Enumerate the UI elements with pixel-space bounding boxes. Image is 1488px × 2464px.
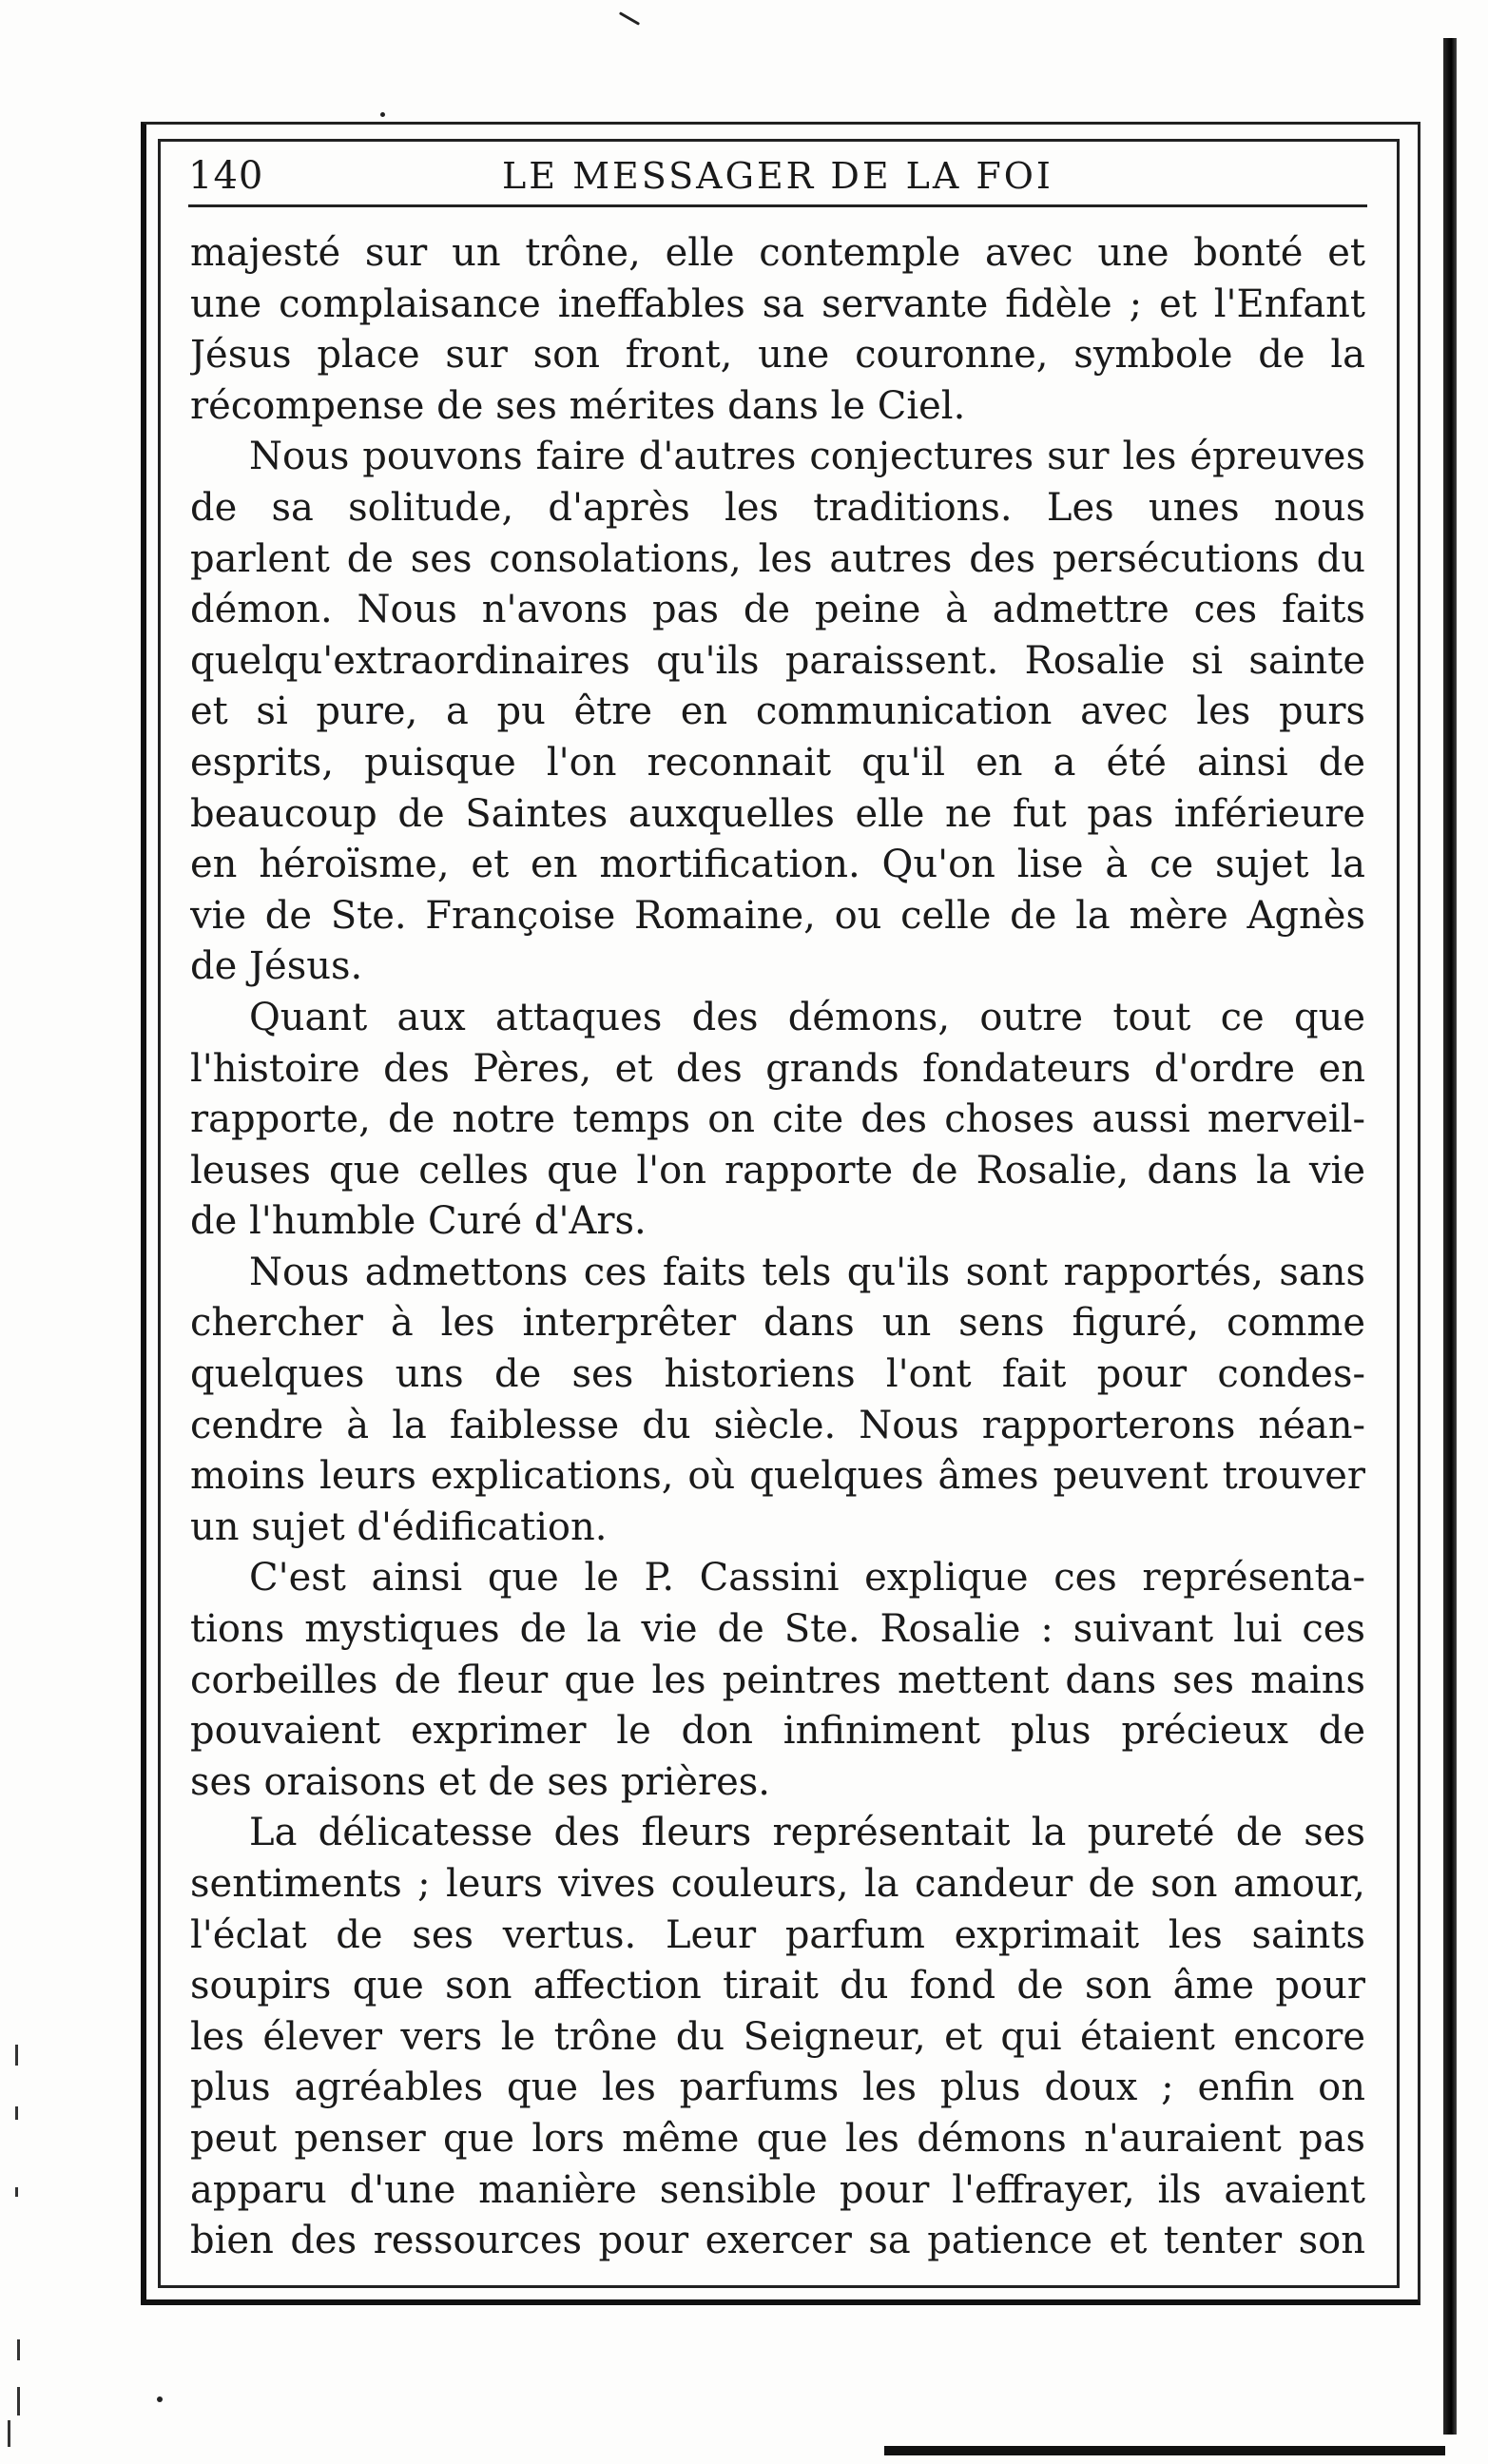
scan-mark bbox=[15, 2106, 18, 2120]
text-line: Jésus place sur son front, une couronne, symbole de la bbox=[190, 333, 1365, 378]
text-line: tions mystiques de la vie de Ste. Rosalie : suivant lui ces bbox=[190, 1607, 1365, 1652]
text-line: peut penser que lors même que les démons n'auraient pas bbox=[190, 2116, 1365, 2161]
scan-speck bbox=[157, 2396, 163, 2402]
text-line: pouvaient exprimer le don infiniment plus précieux de bbox=[190, 1709, 1365, 1754]
text-line: un sujet d'édification. bbox=[190, 1504, 608, 1549]
text-line: sentiments ; leurs vives couleurs, la candeur de son amour, bbox=[190, 1862, 1365, 1906]
scan-mark bbox=[15, 2187, 18, 2197]
text-line: chercher à les interprêter dans un sens figuré, comme bbox=[190, 1301, 1365, 1346]
text-line: bien des ressources pour exercer sa patience et tenter son bbox=[190, 2219, 1365, 2263]
scan-mark bbox=[17, 2387, 20, 2415]
text-line: et si pure, a pu être en communication avec les purs bbox=[190, 689, 1365, 734]
text-line: vie de Ste. Françoise Romaine, ou celle de la mère Agnès bbox=[190, 893, 1365, 938]
text-line: quelqu'extraordinaires qu'ils paraissent. Rosalie si sainte bbox=[190, 638, 1365, 683]
text-line: en héroïsme, et en mortification. Qu'on lise à ce sujet la bbox=[190, 843, 1365, 887]
scan-mark bbox=[17, 2339, 20, 2360]
text-line: apparu d'une manière sensible pour l'effrayer, ils avaient bbox=[190, 2167, 1365, 2212]
text-line: récompense de ses mérites dans le Ciel. bbox=[190, 383, 966, 428]
text-line: Quant aux attaques des démons, outre tout ce que bbox=[249, 995, 1365, 1039]
text-line: ses oraisons et de ses prières. bbox=[190, 1759, 771, 1804]
text-line: démon. Nous n'avons pas de peine à admettre ces faits bbox=[190, 588, 1365, 632]
text-line: majesté sur un trône, elle contemple avec une bonté et bbox=[190, 231, 1365, 275]
text-line: de Jésus. bbox=[190, 944, 363, 989]
text-line: La délicatesse des fleurs représentait la pureté de ses bbox=[249, 1811, 1365, 1855]
body-text bbox=[190, 228, 1365, 2267]
text-line: l'histoire des Pères, et des grands fondateurs d'ordre en bbox=[190, 1046, 1365, 1091]
text-line: beaucoup de Saintes auxquelles elle ne fut pas inférieure bbox=[190, 791, 1365, 836]
page-header bbox=[188, 150, 1367, 207]
text-line: Nous admettons ces faits tels qu'ils sont rapportés, sans bbox=[249, 1250, 1365, 1294]
text-line: rapporte, de notre temps on cite des choses aussi merveil- bbox=[190, 1097, 1365, 1142]
text-line: cendre à la faiblesse du siècle. Nous rapporterons néan- bbox=[190, 1403, 1365, 1447]
page-number: 140 bbox=[188, 154, 264, 198]
text-line: plus agréables que les parfums les plus doux ; enfin on bbox=[190, 2066, 1365, 2110]
scan-mark bbox=[8, 2420, 10, 2447]
text-line: de l'humble Curé d'Ars. bbox=[190, 1199, 647, 1244]
running-title: LE MESSAGER DE LA FOI bbox=[502, 155, 1053, 197]
text-line: soupirs que son affection tirait du fond de son âme pour bbox=[190, 1964, 1365, 2008]
text-line: l'éclat de ses vertus. Leur parfum exprimait les saints bbox=[190, 1912, 1365, 1957]
scan-speck bbox=[380, 112, 385, 117]
text-line: esprits, puisque l'on reconnait qu'il en a été ainsi de bbox=[190, 740, 1365, 785]
text-line: quelques uns de ses historiens l'ont fait pour condes- bbox=[190, 1352, 1365, 1397]
text-line: une complaisance ineffables sa servante fidèle ; et l'Enfant bbox=[190, 281, 1365, 326]
text-line: corbeilles de fleur que les peintres mettent dans ses mains bbox=[190, 1658, 1365, 1702]
page-edge-bottom bbox=[884, 2446, 1445, 2455]
scan-mark bbox=[15, 2045, 18, 2066]
text-line: de sa solitude, d'après les traditions. Les unes nous bbox=[190, 485, 1365, 530]
text-line: parlent de ses consolations, les autres des persécutions du bbox=[190, 536, 1365, 581]
page-edge-shadow bbox=[1443, 38, 1457, 2435]
text-line: les élever vers le trône du Seigneur, et qui étaient encore bbox=[190, 2014, 1365, 2059]
text-line: moins leurs explications, où quelques âmes peuvent trouver bbox=[190, 1454, 1365, 1499]
text-line: Nous pouvons faire d'autres conjectures sur les épreuves bbox=[249, 435, 1365, 479]
scan-speck bbox=[619, 11, 640, 26]
text-line: C'est ainsi que le P. Cassini explique ces représenta- bbox=[249, 1556, 1365, 1601]
text-line: leuses que celles que l'on rapporte de Rosalie, dans la vie bbox=[190, 1148, 1365, 1193]
